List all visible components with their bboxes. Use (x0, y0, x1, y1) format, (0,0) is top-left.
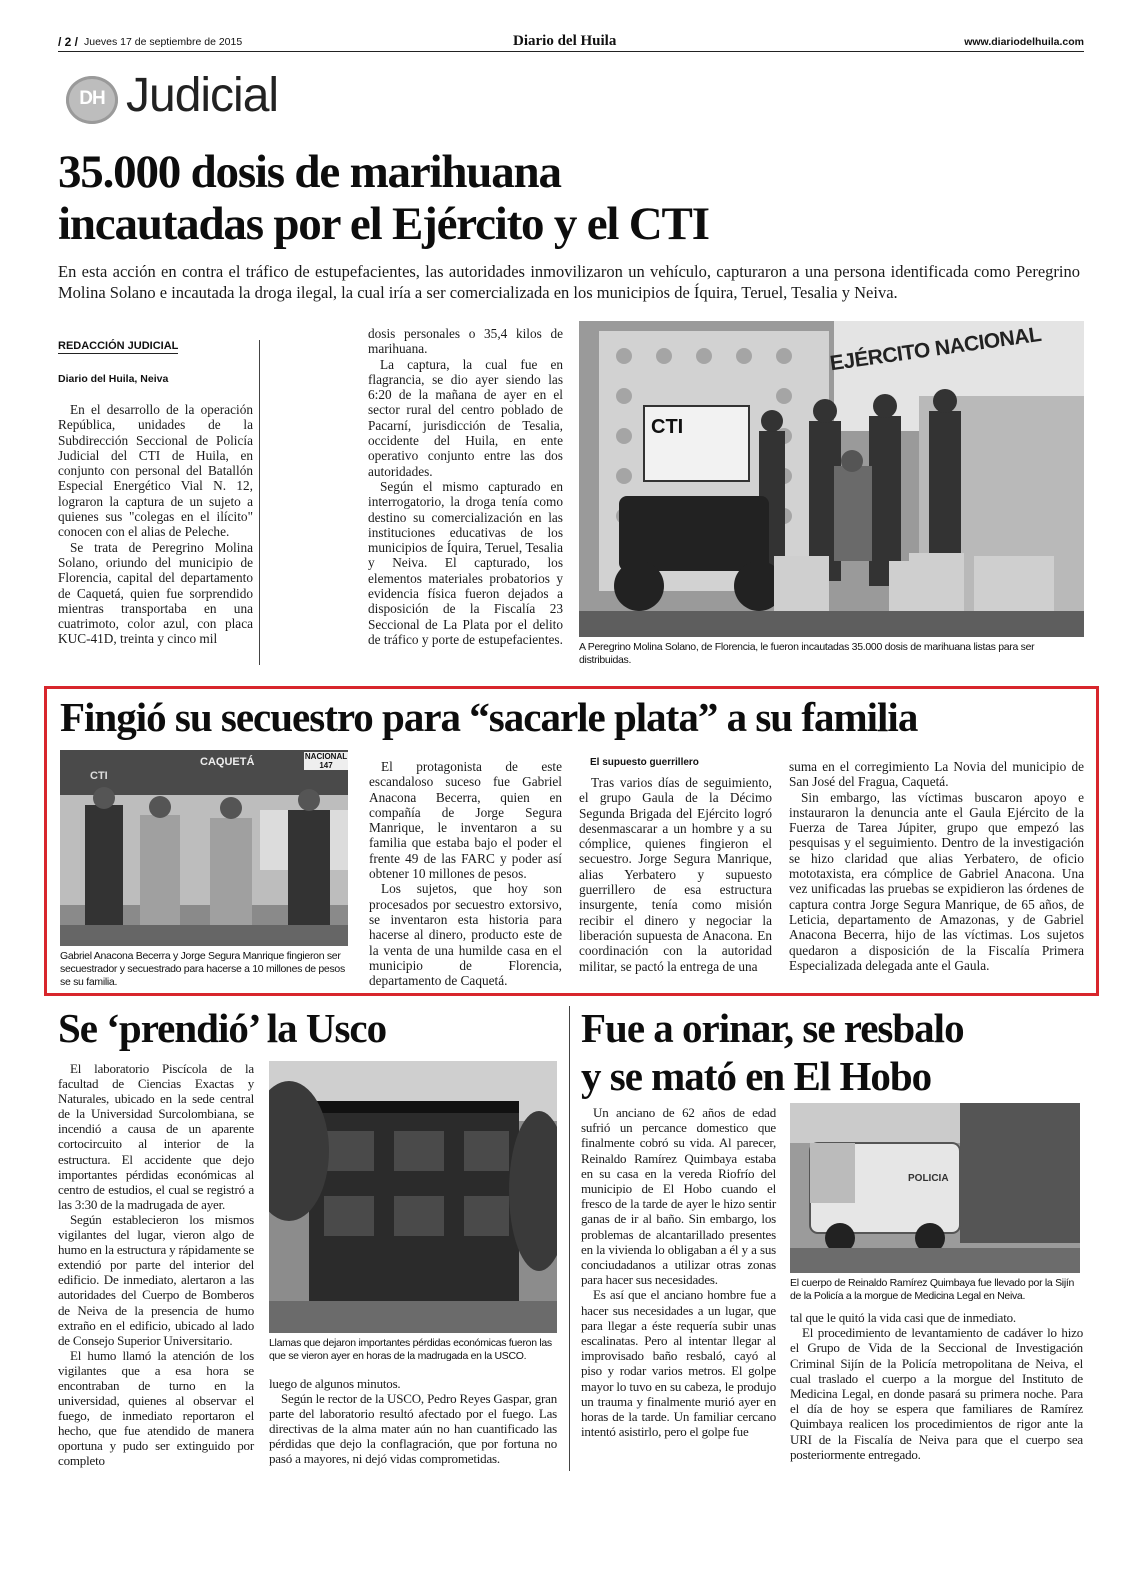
story2-col1-p2: Los sujetos, que hoy son procesados por secuestro extorsivo, se inventaron esta historia para hacerse al dinero, producto este de la venta de una humilde casa en el municipio de Florencia, departamento de Caquetá. (369, 881, 562, 989)
story3-col1-p1: El laboratorio Piscícola de la facultad de Ciencias Exactas y Naturales, ubicado en la sede central de la Universidad Surcolombiana, se incendió a causa de un aparente cortocircuito al interior de la estructura. El accidente que dejo importantes pérdidas económicas al centro de estudios, el cual se registró a las 3:30 de la madrugada de ayer. (58, 1061, 254, 1212)
story4-col2-p1: tal que le quitó la vida casi que de inmediato. (790, 1310, 1016, 1325)
story1-col1-p1: En el desarrollo de la operación República, unidades de la Subdirección Seccional de Policía Judicial del CTI de Huila, en conjunto con personal del Batallón Especial Energético Vial N. 12, lograron la captura de un sujeto a quienes sus "colegas en el ilícito" conocen con el alias de Peleche. (58, 402, 253, 540)
story3-headline: Se ‘prendió’ la Usco (58, 1005, 387, 1051)
story3-col2-p2: Según le rector de la USCO, Pedro Reyes Gaspar, gran parte del laboratorio resultó afectado por el fuego. Las directivas de la alma mater aún no han cuantificado las pérdidas que dejo la conflagración, que por fortuna no pasó a mayores, ni dejó vidas comprometidas. (269, 1391, 557, 1467)
column-divider (259, 340, 260, 665)
story2-photo-label-cti: CTI (90, 770, 108, 782)
story2-photo-label-top: CAQUETÁ (200, 756, 255, 768)
story1-headline-line2: incautadas por el Ejército y el CTI (58, 198, 709, 250)
story1-headline-line1: 35.000 dosis de marihuana (58, 146, 561, 198)
story3-column1 (58, 1061, 254, 1469)
story4-photo-caption: El cuerpo de Reinaldo Ramírez Quimbaya fue llevado por la Sijín de la Policía a la morgue de Medicina Legal en Neiva. (790, 1277, 1075, 1302)
paper-name-bold: Huila (580, 33, 617, 49)
story1-column1 (58, 402, 253, 647)
story1-photo-sign: CTI (651, 416, 684, 438)
story1-headline (58, 146, 1088, 250)
story3-photo-art (269, 1061, 557, 1333)
story1-photo (579, 321, 1084, 637)
story4-headline-line1: Fue a orinar, se resbalo (581, 1005, 964, 1051)
story4-photo (790, 1103, 1080, 1273)
story4-col2-p2: El procedimiento de levantamiento de cadáver lo hizo el Grupo de Vida de la Seccional de Investigación Criminal Sijín de la Policía metropolitana de Neiva, el cual traslado el cuerpo a la morgue del Instituto de Medicina Legal, en donde pasará su primera noche. Para el día de hoy se espera que familiares de Ramírez Quimbaya realicen los procedimientos de rigor ante la URI de la Fiscalía de Neiva para que el cuerpo sea posteriormente entregado. (790, 1325, 1083, 1462)
story1-dateline: Diario del Huila, Neiva (58, 373, 169, 385)
story2-col3-p1: suma en el corregimiento La Novia del municipio de San José del Fragua, Caquetá. (789, 759, 1084, 790)
story1-byline: REDACCIÓN JUDICIAL (58, 340, 179, 352)
story2-column3 (789, 759, 1084, 973)
story2-column1 (369, 759, 562, 988)
story3-col2-p1: luego de algunos minutos. (269, 1376, 401, 1391)
story2-subhead: El supuesto guerrillero (590, 757, 699, 768)
story3-col1-p2: Según establecieron los mismos vigilantes del lugar, vieron algo de humo en la estructura y rápidamente se extendió por parte del interior del edificio. De inmediato, alertaron a las autoridades del Cuerpo de Bomberos de Neiva de la presencia de humo extraño en el edificio, ubicado al lado de Consejo Superior Universitario. (58, 1211, 254, 1348)
issue-date: Jueves 17 de septiembre de 2015 (84, 36, 243, 48)
story1-col1-p2: Se trata de Peregrino Molina Solano, oriundo del municipio de Florencia, capital del departamento de Caquetá, quien fue sorprendido mientras transportaba en una cuatrimoto, color azul, con placa KUC-41D, treinta y cinco mil (58, 539, 253, 647)
section-logo (66, 76, 118, 124)
story2-col3-p2: Sin embargo, las víctimas buscaron apoyo e instauraron la denuncia ante el Gaula Ejército de la Fuerza de Tarea Júpiter, grupo que empezó las pesquisas y el seguimiento. Dentro de la investigación se hizo claridad que alias Yerbatero, de oficio mototaxista, era cómplice de Gabriel Anacona. Una vez unificadas las pruebas se expidieron las órdenes de captura contra Jorge Segura Manrique, de 65 años, de Leticia, departamento de Amazonas, y de Gabriel Anacona Becerra, hijo de las víctimas. Los sujetos quedaron a disposición de la Fiscalía Primera Especializada delegada ante el Gaula. (789, 789, 1084, 973)
story4-photo-art (790, 1103, 1080, 1273)
story3-photo (269, 1061, 557, 1333)
story2-photo (60, 750, 348, 946)
story1-photo-banner: EJÉRCITO NACIONAL (828, 322, 1043, 376)
story4-col1-p2: Es así que el anciano hombre fue a hacer sus necesidades a un lugar, que para llegar a éste requería subir unas escalinatas. Pero al intentar llegar al improvisado baño resbaló, cayó al piso y rodar varios metros. El golpe mayor lo tuvo en su cabeza, le produjo un trauma y finalmente murió ayer en horas de la tarde. Un familiar cercano intentó asistirlo, pero el golpe fue (581, 1287, 776, 1440)
story2-headline: Fingió su secuestro para “sacarle plata” a su familia (60, 694, 918, 740)
paper-name-prefix: Diario del (513, 33, 577, 49)
website-link[interactable]: www.diariodelhuila.com (964, 36, 1084, 48)
story1-column2 (368, 326, 563, 647)
page-number: / 2 / (58, 35, 79, 49)
story2-col2-p1: Tras varios días de seguimiento, el grupo Gaula de la Décimo Segunda Brigada del Ejército logró desenmascarar a un hombre y a su cómplice, quienes fingieron el secuestro. Jorge Segura Manrique, alias Yerbatero y supuesto guerrillero de esa estructura insurgente, tenía como misión recibir el dinero y negociar la liberación supuesta de Anacona. En coordinación con la autoridad militar, se pactó la entrega de una (579, 775, 772, 974)
story4-headline-line2: y se mató en El Hobo (581, 1053, 932, 1099)
masthead-rule (58, 51, 1084, 52)
story4-photo-truck-label: POLICIA (908, 1173, 949, 1184)
section-title: Judicial (126, 69, 279, 122)
story3-photo-caption: Llamas que dejaron importantes pérdidas económicas fueron las que se vieron ayer en horas de la madrugada en la USCO. (269, 1337, 552, 1362)
story4-col1-p1: Un anciano de 62 años de edad sufrió un percance domestico que finalmente cobró su vida. Al parecer, Reinaldo Ramírez Quimbaya estaba en su casa en la vereda Riofrío del municipio de El Hobo cuando el fresco de la tarde de ayer le hizo sentir ganas de ir al baño. Sin embargo, los problemas de alcantarillado presentes en la vivienda lo obligaban a él y a sus conciudadanos a utilizar otras zonas para hacer sus necesidades. (581, 1105, 776, 1288)
story1-col2-p3: Según el mismo capturado en interrogatorio, la droga tenía como destino su comercialización en las instituciones educativas de los municipios de Íquira, Teruel, Tesalia y Neiva. El capturado, los elementos materiales probatorios y evidencia física fueron dejados a disposición de la Fiscalía 23 Seccional de La Plata por el delito de tráfico y porte de estupefacientes. (368, 478, 563, 647)
story2-photo-caption: Gabriel Anacona Becerra y Jorge Segura Manrique fingieron ser secuestrador y secuestrado para hacerse a 10 millones de pesos se su familia. (60, 950, 345, 988)
story2-column2 (579, 775, 772, 974)
story1-col2-p1: dosis personales o 35,4 kilos de marihuana. (368, 326, 563, 357)
section-logo-text: DH (79, 88, 105, 109)
bottom-column-divider (569, 1006, 570, 1471)
paper-name (513, 33, 616, 50)
story4-headline (581, 1004, 1091, 1100)
story3-column2 (269, 1376, 557, 1467)
story1-photo-caption: A Peregrino Molina Solano, de Florencia, le fueron incautadas 35.000 dosis de marihuana listas para ser distribuidas. (579, 641, 1035, 666)
story4-column1 (581, 1105, 776, 1439)
story3-col1-p3: El humo llamó la atención de los vigilantes que a esa hora se encontraban de turno en la universidad, quienes al observar el fuego, de inmediato reportaron el hecho, que fue atendido de manera oportuna y pudo ser extinguido por completo (58, 1347, 254, 1469)
story1-lead: En esta acción en contra el tráfico de estupefacientes, las autoridades inmovilizaron un vehículo, capturaron a una persona identificada como Peregrino Molina Solano e incautada la droga ilegal, la cual iría a ser comercializada en los municipios de Íquira, Teruel, Tesalia y Neiva. (58, 262, 1080, 302)
masthead (58, 33, 1084, 51)
story1-col2-p2: La captura, la cual fue en flagrancia, se dio ayer siendo las 6:20 de la mañana de ayer en el sector rural del centro poblado de Pacarní, jurisdicción de Tesalia, occidente del Huila, en ente operativo conjunto entre las dos autoridades. (368, 356, 563, 479)
story4-column2 (790, 1310, 1083, 1462)
story2-col1-p1: El protagonista de este escandaloso suceso fue Gabriel Anacona Becerra, quien en compañía de Jorge Segura Manrique, le inventaron a su familia que estaba bajo el poder el frente 49 de las FARC y poder así obtener 10 millones de pesos. (369, 759, 562, 882)
story2-photo-label-right: NACIONAL 147 (304, 752, 348, 770)
